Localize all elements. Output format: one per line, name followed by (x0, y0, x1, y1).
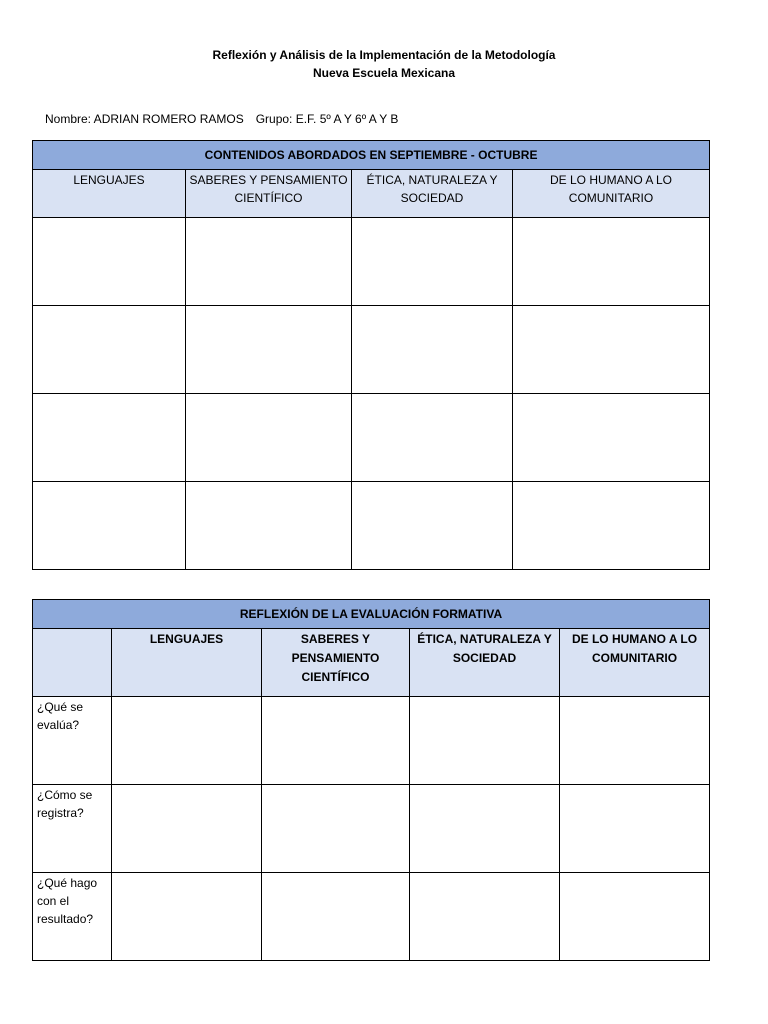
name-label: Nombre: ADRIAN ROMERO RAMOS (45, 112, 244, 126)
row-label-como-se-registra: ¿Cómo se registra? (33, 785, 112, 873)
column-header-empty (33, 629, 112, 697)
contents-table (32, 140, 710, 570)
table-row (33, 482, 710, 570)
table-cell[interactable] (513, 218, 710, 306)
row-label-que-hago: ¿Qué hago con el resultado? (33, 873, 112, 961)
column-header-lenguajes: LENGUAJES (33, 170, 186, 218)
table-cell[interactable] (560, 697, 710, 785)
column-header-etica: ÉTICA, NATURALEZA Y SOCIEDAD (410, 629, 560, 697)
column-header-etica: ÉTICA, NATURALEZA Y SOCIEDAD (352, 170, 513, 218)
evaluation-table-columns-row (33, 629, 710, 697)
column-header-saberes: SABERES Y PENSAMIENTO CIENTÍFICO (186, 170, 352, 218)
table-cell[interactable] (112, 697, 262, 785)
table-cell[interactable] (33, 482, 186, 570)
document-subtitle: Nueva Escuela Mexicana (312, 66, 456, 80)
table-cell[interactable] (352, 394, 513, 482)
table-cell[interactable] (33, 306, 186, 394)
evaluation-table-title: REFLEXIÓN DE LA EVALUACIÓN FORMATIVA (33, 600, 710, 629)
contents-table-columns-row (33, 170, 710, 218)
table-cell[interactable] (513, 306, 710, 394)
table-cell[interactable] (410, 785, 560, 873)
table-cell[interactable] (186, 394, 352, 482)
table-row (33, 394, 710, 482)
evaluation-table-header-row (33, 600, 710, 629)
table-row (33, 218, 710, 306)
table-cell[interactable] (410, 873, 560, 961)
table-cell[interactable] (410, 697, 560, 785)
table-cell[interactable] (352, 218, 513, 306)
table-cell[interactable] (186, 218, 352, 306)
student-info (45, 110, 398, 128)
table-cell[interactable] (186, 306, 352, 394)
row-label-que-se-evalua: ¿Qué se evalúa? (33, 697, 112, 785)
column-header-lenguajes: LENGUAJES (112, 629, 262, 697)
table-cell[interactable] (112, 873, 262, 961)
column-header-saberes: SABERES Y PENSAMIENTO CIENTÍFICO (262, 629, 410, 697)
table-cell[interactable] (513, 394, 710, 482)
table-cell[interactable] (262, 873, 410, 961)
table-cell[interactable] (33, 218, 186, 306)
table-row (33, 306, 710, 394)
table-cell[interactable] (560, 873, 710, 961)
table-cell[interactable] (262, 785, 410, 873)
column-header-humano: DE LO HUMANO A LO COMUNITARIO (513, 170, 710, 218)
evaluation-table (32, 599, 710, 961)
table-cell[interactable] (352, 482, 513, 570)
table-cell[interactable] (186, 482, 352, 570)
table-row (33, 697, 710, 785)
table-row (33, 785, 710, 873)
table-cell[interactable] (560, 785, 710, 873)
group-label: Grupo: E.F. 5º A Y 6º A Y B (255, 112, 399, 126)
table-cell[interactable] (513, 482, 710, 570)
table-row (33, 873, 710, 961)
contents-table-title: CONTENIDOS ABORDADOS EN SEPTIEMBRE - OCTUBRE (33, 141, 710, 170)
document-title: Reflexión y Análisis de la Implementación de la Metodología (212, 48, 556, 62)
table-cell[interactable] (352, 306, 513, 394)
contents-table-header-row (33, 141, 710, 170)
table-cell[interactable] (112, 785, 262, 873)
column-header-humano: DE LO HUMANO A LO COMUNITARIO (560, 629, 710, 697)
table-cell[interactable] (262, 697, 410, 785)
table-cell[interactable] (33, 394, 186, 482)
